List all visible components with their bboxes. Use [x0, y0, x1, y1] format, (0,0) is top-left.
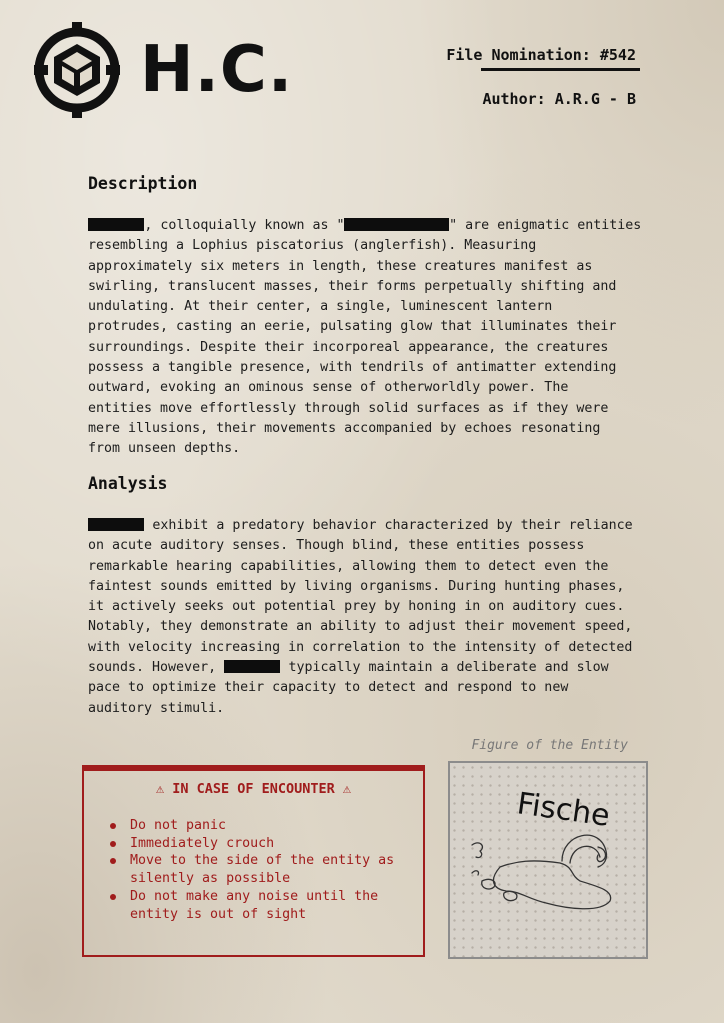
brand-title: H.C. — [140, 33, 294, 107]
file-nomination: File Nomination: #542 — [446, 46, 636, 64]
text-line — [88, 597, 648, 617]
warning-item-text: Immediately crouch — [130, 835, 275, 851]
author-line: Author: A.R.G - B — [482, 90, 636, 108]
warning-item — [106, 835, 416, 853]
handwritten-label: Fische — [514, 786, 612, 834]
bullet-icon — [110, 823, 116, 829]
redaction-bar — [224, 660, 280, 673]
warning-item — [106, 852, 416, 887]
text-line — [88, 678, 648, 698]
warning-item-text: Do not make any noise until the entity is out of sight — [130, 888, 379, 922]
text-line — [88, 419, 648, 439]
text-line — [88, 658, 648, 678]
text-segment: exhibit a predatory behavior characterized by their reliance — [144, 518, 633, 533]
text-line — [88, 536, 648, 556]
text-segment: undulating. At their center, a single, luminescent lantern — [88, 299, 553, 315]
warning-title: ⚠ IN CASE OF ENCOUNTER ⚠ — [155, 781, 352, 797]
text-segment: sounds. However, — [88, 660, 225, 676]
entity-figure — [448, 761, 648, 959]
text-segment: " are enigmatic entities — [449, 218, 642, 233]
text-segment: approximately six meters in length, these creatures manifest as — [88, 258, 593, 274]
text-line — [88, 617, 648, 637]
warning-item-text: Move to the side of the entity as silently as possible — [130, 853, 395, 887]
text-line — [88, 399, 648, 419]
encounter-warning-box — [82, 765, 425, 957]
text-line — [88, 358, 648, 378]
text-line — [88, 557, 648, 577]
text-segment: pace to optimize their capacity to detect and respond to new — [88, 680, 569, 696]
redaction-bar — [88, 218, 144, 231]
warning-item — [106, 888, 416, 923]
figure-caption: Figure of the Entity — [471, 738, 628, 753]
bullet-icon — [110, 894, 116, 900]
text-segment: swirling, translucent masses, their forms perpetually shifting and — [88, 278, 617, 294]
text-segment: remarkable hearing capabilities, allowing them to detect even the — [88, 558, 609, 574]
text-segment: auditory stimuli. — [88, 700, 225, 716]
text-line — [88, 638, 648, 658]
text-segment: entities move effortlessly through solid surfaces as if they were — [88, 400, 609, 416]
redaction-bar — [88, 518, 144, 531]
warning-item-text: Do not panic — [130, 818, 227, 833]
entity-sketch — [450, 763, 646, 957]
text-line — [88, 257, 648, 277]
text-segment: on acute auditory senses. Though blind, these entities possess — [88, 538, 585, 554]
analysis-paragraph — [88, 516, 648, 719]
redaction-bar — [344, 218, 449, 231]
text-segment: surroundings. Despite their incorporeal appearance, the creatures — [88, 339, 609, 355]
text-line — [88, 216, 648, 236]
text-segment: Notably, they demonstrate an ability to adjust their movement speed, — [88, 619, 633, 635]
text-segment: resembling a Lophius piscatorius (anglerfish). Measuring — [88, 238, 537, 254]
bullet-icon — [110, 858, 116, 864]
text-segment: typically maintain a deliberate and slow — [280, 660, 609, 676]
text-segment: outward, evoking an ominous sense of otherworldly power. The — [88, 380, 569, 396]
text-line — [88, 699, 648, 719]
text-segment: with velocity increasing in correlation to the intensity of detected — [88, 639, 633, 655]
warning-item — [106, 817, 416, 835]
text-line — [88, 338, 648, 358]
text-segment: mere illusions, their movements accompanied by echoes resonating — [88, 420, 601, 436]
description-paragraph — [88, 216, 648, 460]
text-segment: possess a tangible presence, with tendrils of antimatter extending — [88, 360, 617, 376]
analysis-heading: Analysis — [88, 474, 168, 493]
header-divider — [481, 68, 640, 71]
text-segment: , colloquially known as " — [144, 218, 345, 233]
text-segment: from unseen depths. — [88, 441, 241, 457]
text-line — [88, 378, 648, 398]
description-heading: Description — [88, 174, 198, 193]
text-line — [88, 577, 648, 597]
text-line — [88, 297, 648, 317]
text-line — [88, 317, 648, 337]
warning-list — [106, 817, 416, 923]
text-segment: faintest sounds emitted by living organisms. During hunting phases, — [88, 578, 625, 594]
text-segment: protrudes, casting an eerie, pulsating glow that illuminates their — [88, 319, 617, 335]
text-line — [88, 439, 648, 459]
text-line — [88, 516, 648, 536]
text-segment: it actively seeks out potential prey by honing in on auditory cues. — [88, 599, 625, 615]
bullet-icon — [110, 841, 116, 847]
text-line — [88, 277, 648, 297]
hc-logo-icon — [34, 20, 120, 120]
text-line — [88, 236, 648, 256]
